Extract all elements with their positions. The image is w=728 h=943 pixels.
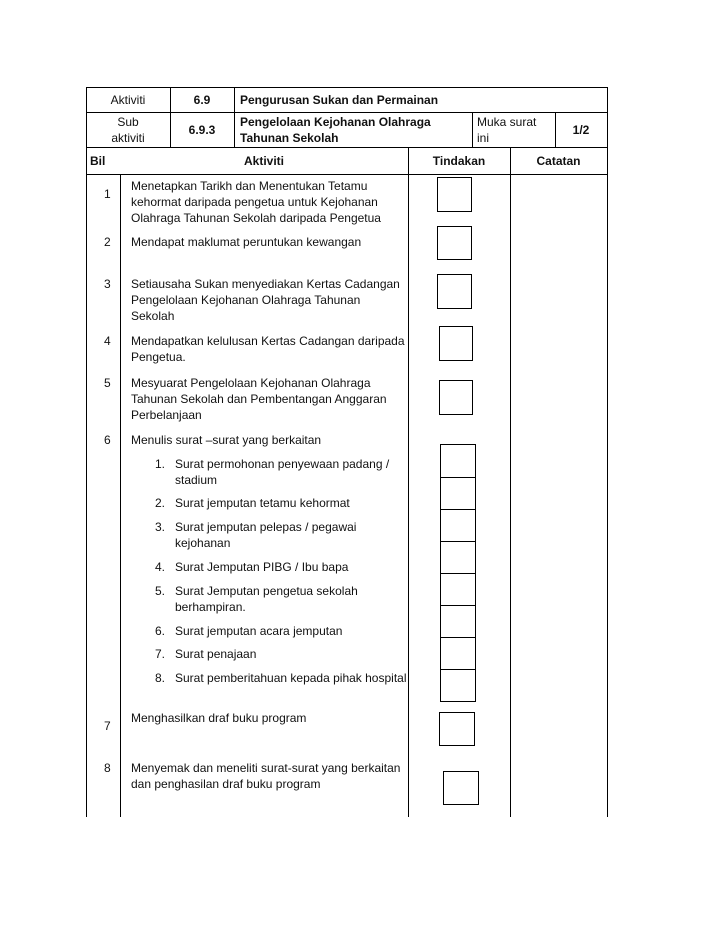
- activity-line: kehormat daripada pengetua untuk Kejohanan: [131, 195, 378, 209]
- page-value: 1/2: [572, 123, 590, 137]
- tindakan-checkbox[interactable]: [439, 326, 473, 361]
- subitem-checkbox[interactable]: [440, 573, 476, 606]
- subitem-line: Surat pemberitahuan kepada pihak hospital: [175, 671, 407, 685]
- activity-line: Pengelolaan Kejohanan Olahraga Tahunan: [131, 293, 361, 307]
- activity-line: Perbelanjaan: [131, 408, 202, 422]
- row-number: 4: [104, 334, 111, 348]
- activity-line: Menyemak dan meneliti surat-surat yang berkaitan: [131, 761, 401, 775]
- row-number: 7: [104, 719, 111, 733]
- subitem-line: Surat Jemputan PIBG / Ibu bapa: [175, 560, 349, 574]
- subitem-checkbox[interactable]: [440, 444, 476, 478]
- subitem-number: 2.: [155, 496, 166, 510]
- column-header-catatan: Catatan: [536, 154, 581, 168]
- sub-aktiviti-label-line2: aktiviti: [111, 131, 145, 145]
- subitem-checkbox[interactable]: [440, 669, 476, 702]
- table-left-border: [86, 87, 87, 817]
- subitem-checkbox[interactable]: [440, 605, 476, 638]
- header-row-divider: [86, 112, 607, 113]
- subitem-checkbox[interactable]: [440, 477, 476, 510]
- row-number: 2: [104, 235, 111, 249]
- sub-aktiviti-title-line2: Tahunan Sekolah: [240, 131, 339, 145]
- tindakan-checkbox[interactable]: [437, 274, 472, 309]
- tindakan-checkbox[interactable]: [437, 177, 472, 212]
- subitem-line: Surat penajaan: [175, 647, 257, 661]
- table-right-border: [607, 87, 608, 817]
- column-header-aktiviti: Aktiviti: [243, 154, 284, 168]
- row-number: 5: [104, 376, 111, 390]
- aktiviti-code: 6.9: [193, 93, 211, 107]
- sub-aktiviti-code: 6.9.3: [188, 123, 216, 137]
- activity-line: Menghasilkan draf buku program: [131, 711, 307, 725]
- tindakan-checkbox[interactable]: [439, 712, 475, 746]
- subitem-checkbox[interactable]: [440, 541, 476, 574]
- activity-line: Mendapatkan kelulusan Kertas Cadangan daripada: [131, 334, 405, 348]
- activity-line: Mesyuarat Pengelolaan Kejohanan Olahraga: [131, 376, 371, 390]
- subitem-line: kejohanan: [175, 536, 231, 550]
- activity-line: Menetapkan Tarikh dan Menentukan Tetamu: [131, 179, 368, 193]
- activity-line: dan penghasilan draf buku program: [131, 777, 321, 791]
- activity-line: Menulis surat –surat yang berkaitan: [131, 433, 322, 447]
- subitem-checkbox[interactable]: [440, 509, 476, 542]
- subitem-number: 5.: [155, 584, 166, 598]
- subitem-line: Surat jemputan acara jemputan: [175, 624, 343, 638]
- subitem-number: 7.: [155, 647, 166, 661]
- bil-column-divider: [120, 174, 121, 817]
- column-header-bil: Bil: [90, 154, 106, 168]
- row-number: 1: [104, 187, 111, 201]
- subitem-line: berhampiran.: [175, 600, 246, 614]
- column-header-tindakan: Tindakan: [432, 154, 486, 168]
- page-label-line1: Muka surat: [477, 115, 537, 129]
- subitem-line: Surat Jemputan pengetua sekolah: [175, 584, 358, 598]
- subitem-line: Surat jemputan pelepas / pegawai: [175, 520, 357, 534]
- subitem-number: 1.: [155, 457, 166, 471]
- aktiviti-column-divider: [408, 147, 409, 817]
- subitem-number: 3.: [155, 520, 166, 534]
- tindakan-checkbox[interactable]: [437, 226, 472, 260]
- activity-line: Tahunan Sekolah dan Pembentangan Anggaran: [131, 392, 387, 406]
- header-top-border: [86, 87, 607, 88]
- activity-line: Setiausaha Sukan menyediakan Kertas Cadangan: [131, 277, 400, 291]
- subitem-line: Surat jemputan tetamu kehormat: [175, 496, 350, 510]
- activity-line: Mendapat maklumat peruntukan kewangan: [131, 235, 362, 249]
- subitem-line: Surat permohonan penyewaan padang /: [175, 457, 390, 471]
- activity-line: Sekolah: [131, 309, 175, 323]
- sub-aktiviti-label-line1: Sub: [117, 115, 139, 129]
- header-bottom-border: [86, 147, 607, 148]
- activity-line: Pengetua.: [131, 350, 186, 364]
- header-divider-2: [234, 87, 235, 147]
- tindakan-checkbox[interactable]: [439, 380, 473, 415]
- row-number: 3: [104, 277, 111, 291]
- subitem-number: 8.: [155, 671, 166, 685]
- subitem-number: 6.: [155, 624, 166, 638]
- row-number: 8: [104, 761, 111, 775]
- sub-aktiviti-title-line1: Pengelolaan Kejohanan Olahraga: [240, 115, 431, 129]
- aktiviti-title: Pengurusan Sukan dan Permainan: [240, 93, 439, 107]
- row-number: 6: [104, 433, 111, 447]
- subitem-number: 4.: [155, 560, 166, 574]
- activity-line: Olahraga Tahunan Sekolah daripada Pengetua: [131, 211, 381, 225]
- column-header-bottom-border: [86, 174, 607, 175]
- subitem-checkbox[interactable]: [440, 637, 476, 670]
- tindakan-checkbox[interactable]: [443, 771, 479, 805]
- page-label-line2: ini: [477, 131, 490, 145]
- subitem-line: stadium: [175, 473, 218, 487]
- header-divider-3: [472, 112, 473, 147]
- tindakan-column-divider: [510, 147, 511, 817]
- aktiviti-label: Aktiviti: [110, 93, 146, 107]
